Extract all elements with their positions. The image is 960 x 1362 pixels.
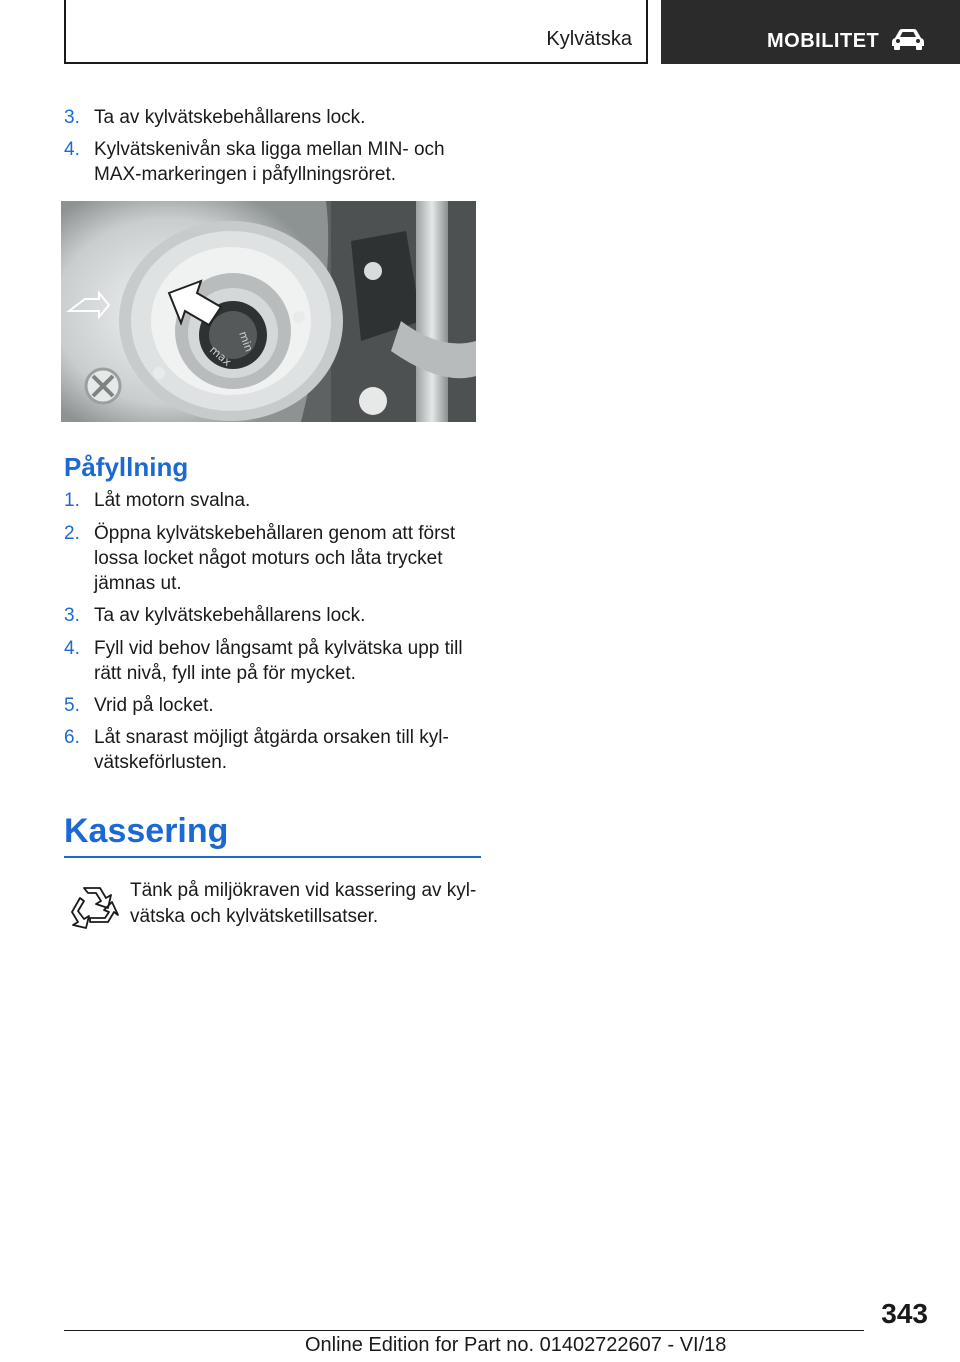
step-number: 5. [64,695,80,716]
header-chapter-title: MOBILITET [767,30,880,52]
step-text: Kylvätskenivån ska ligga mellan MIN- och MAX-markeringen i påfyllningsröret. [94,139,445,185]
car-icon [891,28,925,50]
footer-divider [64,1330,864,1331]
step-number: 4. [64,139,80,160]
step-text: Fyll vid behov långsamt på kylvätska upp till rätt nivå, fyll inte på för mycket. [94,638,463,684]
step-text: Vrid på locket. [94,695,214,716]
cap-marking-min: min [236,329,256,354]
step-text: Ta av kylvätskebehållarens lock. [94,107,366,128]
step-number: 3. [64,605,80,626]
recycle-icon [64,880,120,936]
cap-marking-max: max [207,343,234,369]
step-text: Låt snarast möjligt åtgärda orsaken till kylvätskeförlusten. [94,727,449,773]
step-text: Öppna kylvätskebehållaren genom att först lossa locket något moturs och låta trycket jämnas ut. [94,523,456,594]
step-number: 1. [64,490,80,511]
step-text: Ta av kylvätskebehållarens lock. [94,605,366,626]
step-number: 4. [64,638,80,659]
refill-heading: Påfyllning [64,452,189,482]
coolant-reservoir-photo [61,201,476,422]
footer-edition: Online Edition for Part no. 01402722607 - VI/18 [305,1334,727,1356]
step-number: 2. [64,523,80,544]
disposal-heading: Kassering [64,812,229,850]
step-number: 3. [64,107,80,128]
step-number: 6. [64,727,80,748]
page-number: 343 [881,1298,928,1329]
disposal-note: Tänk på miljökraven vid kassering av kylvätska och kylvätsketillsatser. [130,880,477,927]
header-chapter-tab [661,0,960,64]
header-section-box [64,0,648,64]
step-text: Låt motorn svalna. [94,490,251,511]
heading-divider [64,856,481,858]
header-section-title: Kylvätska [546,28,632,50]
